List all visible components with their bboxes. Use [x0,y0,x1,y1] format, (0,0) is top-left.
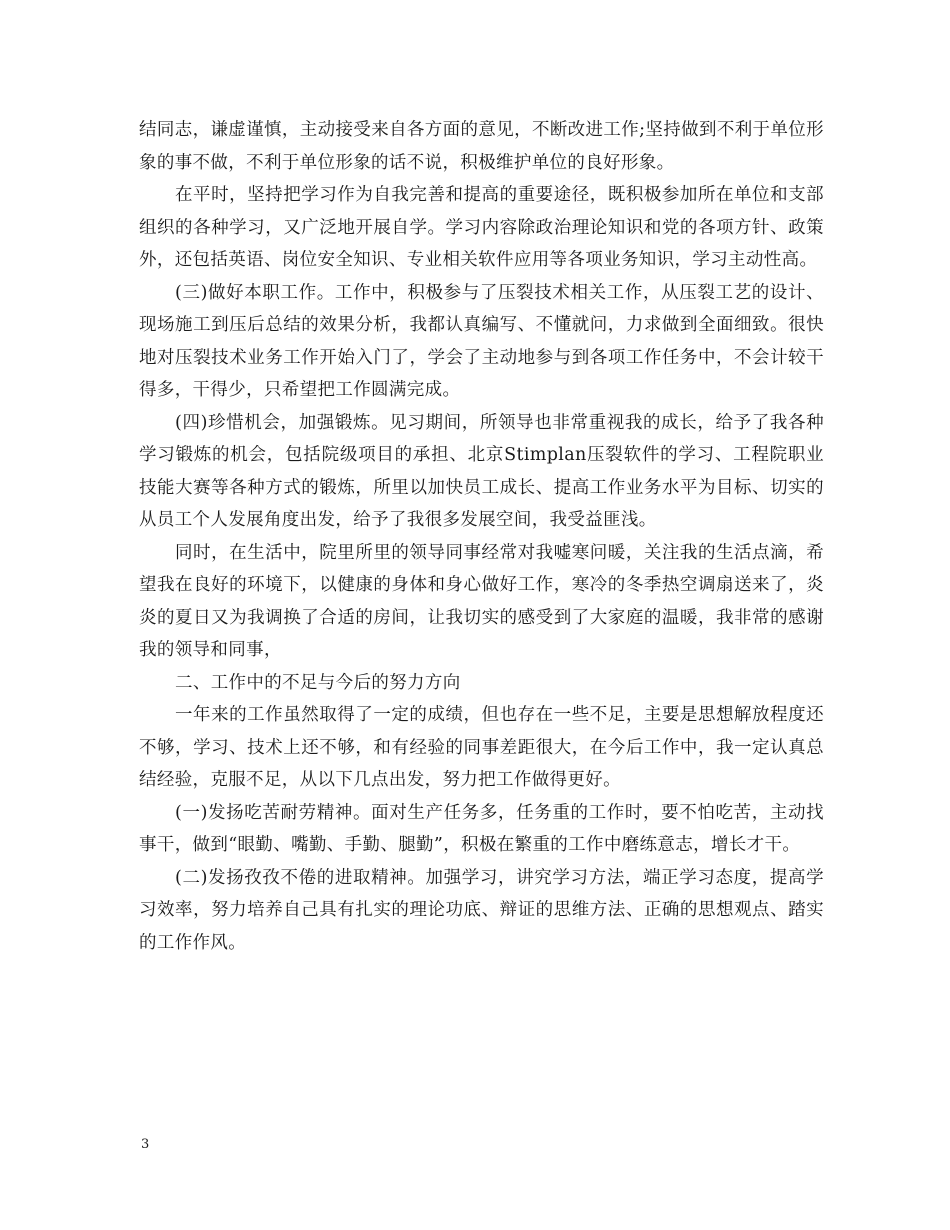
paragraph-item-1: (一)发扬吃苦耐劳精神。面对生产任务多，任务重的工作时，要不怕吃苦，主动找事干，做到“眼勤、嘴勤、手勤、腿勤”，积极在繁重的工作中磨练意志，增长才干。 [139,802,824,855]
document-body [139,114,824,959]
paragraph-life: 同时，在生活中，院里所里的领导同事经常对我嘘寒问暖，关注我的生活点滴，希望我在良好的环境下，以健康的身体和身心做好工作，寒冷的冬季热空调扇送来了，炎炎的夏日又为我调换了合适的房间，让我切实的感受到了大家庭的温暖，我非常的感谢我的领导和同事， [139,542,824,660]
page-number: 3 [141,1137,150,1152]
paragraph-section-3: (三)做好本职工作。工作中，积极参与了压裂技术相关工作，从压裂工艺的设计、现场施工到压后总结的效果分析，我都认真编写、不懂就问，力求做到全面细致。很快地对压裂技术业务工作开始入门了，学会了主动地参与到各项工作任务中，不会计较干得多，干得少，只希望把工作圆满完成。 [139,282,824,400]
paragraph-continuation: 结同志，谦虚谨慎，主动接受来自各方面的意见，不断改进工作;坚持做到不利于单位形象的事不做，不利于单位形象的话不说，积极维护单位的良好形象。 [139,120,824,173]
paragraph-shortcomings: 一年来的工作虽然取得了一定的成绩，但也存在一些不足，主要是思想解放程度还不够，学习、技术上还不够，和有经验的同事差距很大，在今后工作中，我一定认真总结经验，克服不足，从以下几点出发，努力把工作做得更好。 [139,705,824,790]
paragraph-study: 在平时，坚持把学习作为自我完善和提高的重要途径，既积极参加所在单位和支部组织的各种学习，又广泛地开展自学。学习内容除政治理论知识和党的各项方针、政策外，还包括英语、岗位安全知识、专业相关软件应用等各项业务知识，学习主动性高。 [139,185,824,270]
paragraph-section-4: (四)珍惜机会，加强锻炼。见习期间，所领导也非常重视我的成长，给予了我各种学习锻炼的机会，包括院级项目的承担、北京Stimplan压裂软件的学习、工程院职业技能大赛等各种方式的锻炼，所里以加快员工成长、提高工作业务水平为目标、切实的从员工个人发展角度出发，给予了我很多发展空间，我受益匪浅。 [139,412,824,530]
paragraph-item-2: (二)发扬孜孜不倦的进取精神。加强学习，讲究学习方法，端正学习态度，提高学习效率，努力培养自己具有扎实的理论功底、辩证的思维方法、正确的思想观点、踏实的工作作风。 [139,867,824,953]
section-heading-shortcomings: 二、工作中的不足与今后的努力方向 [175,672,461,693]
